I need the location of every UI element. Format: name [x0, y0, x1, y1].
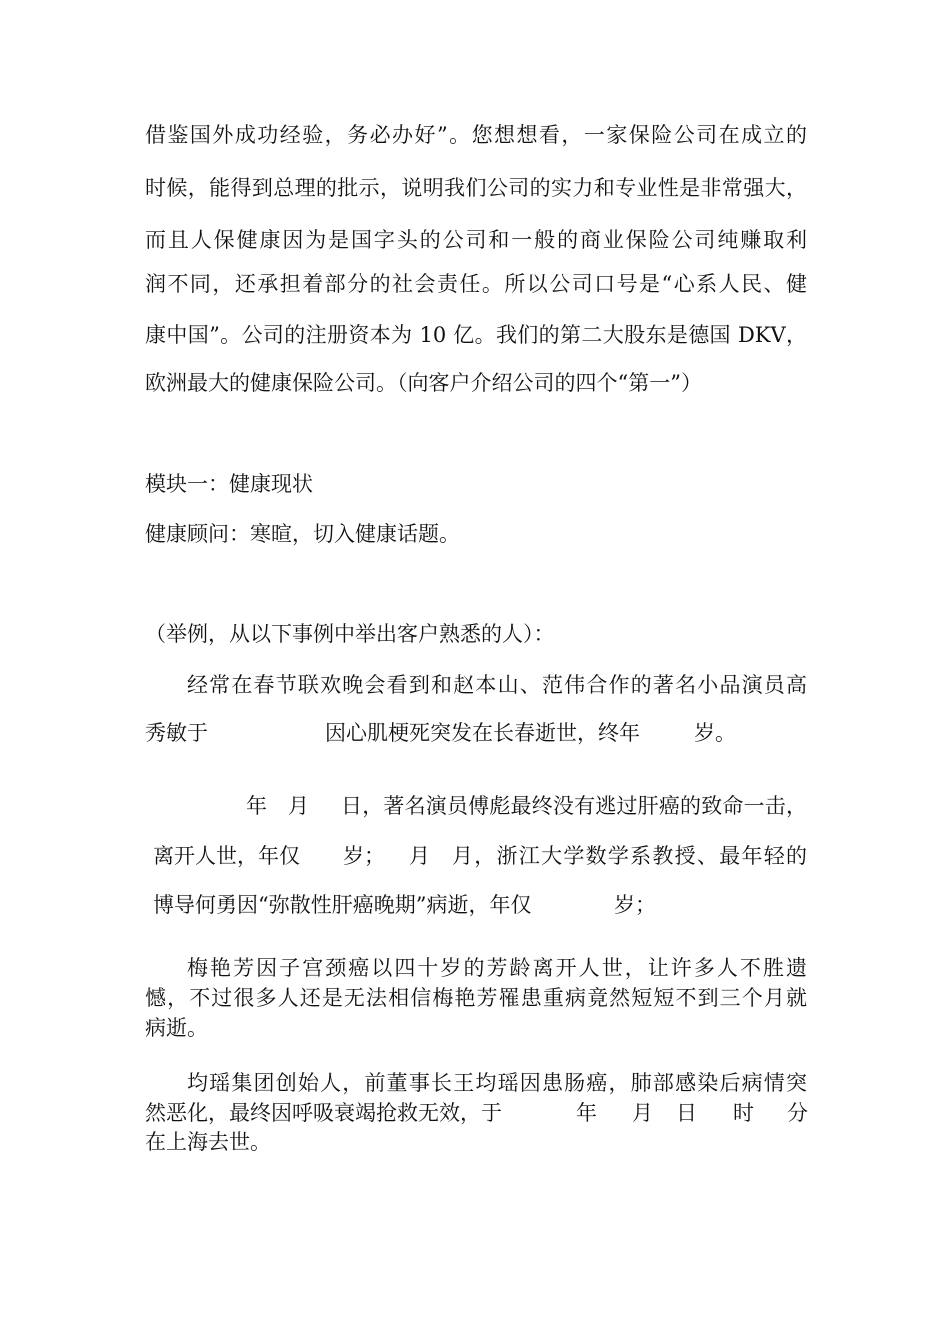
wang-line-1: 均瑶集团创始人，前董事长王均瑶因患肠癌，肺部感染后病情突	[187, 1071, 807, 1095]
gao-line-1: 经常在春节联欢晚会看到和赵本山、范伟合作的著名小品演员高	[187, 673, 807, 697]
wang-shi: 时	[733, 1101, 754, 1125]
mei-line-2: 憾，不过很多人还是无法相信梅艳芳罹患重病竟然短短不到三个月就	[145, 986, 807, 1010]
fu-line-2c: 月	[409, 844, 430, 868]
wang-nian: 年	[576, 1101, 597, 1125]
mei-line-3: 病逝。	[145, 1016, 208, 1040]
advisor-line: 健康顾问：寒暄，切入健康话题。	[145, 522, 460, 546]
wang-line-3: 在上海去世。	[145, 1130, 271, 1154]
gao-line-2c: 岁。	[694, 721, 736, 745]
wang-yue: 月	[632, 1101, 653, 1125]
wang-line-2a: 然恶化，最终因呼吸衰竭抢救无效，于	[145, 1101, 502, 1125]
intro-line-6: 欧洲最大的健康保险公司。（向客户介绍公司的四个“第一”）	[145, 371, 702, 395]
mei-line-1: 梅艳芳因子宫颈癌以四十岁的芳龄离开人世，让许多人不胜遗	[187, 956, 807, 980]
intro-line-5: 康中国”。公司的注册资本为 10 亿。我们的第二大股东是德国 DKV，	[145, 323, 808, 347]
intro-line-3: 而且人保健康因为是国字头的公司和一般的商业保险公司纯赚取利	[145, 228, 807, 252]
fu-line-1: 日，著名演员傅彪最终没有逃过肝癌的致命一击，	[341, 794, 807, 818]
examples-intro: （举例，从以下事例中举出客户熟悉的人）：	[145, 622, 555, 646]
fu-line-2a: 离开人世，年仅	[153, 844, 300, 868]
intro-line-4: 润不同，还承担着部分的社会责任。所以公司口号是“心系人民、健	[145, 272, 807, 296]
intro-line-2: 时候，能得到总理的批示，说明我们公司的实力和专业性是非常强大，	[145, 176, 807, 200]
gao-line-2a: 秀敏于	[145, 721, 208, 745]
fu-nian: 年	[246, 794, 267, 818]
intro-line-1: 借鉴国外成功经验，务必办好”。您想想看，一家保险公司在成立的	[145, 123, 807, 147]
fu-line-2b: 岁；	[343, 844, 385, 868]
wang-ri: 日	[676, 1101, 697, 1125]
fu-yue: 月	[288, 794, 309, 818]
fu-line-3a: 博导何勇因“弥散性肝癌晚期”病逝，年仅	[153, 893, 532, 917]
wang-fen: 分	[787, 1101, 808, 1125]
fu-line-3b: 岁；	[614, 893, 656, 917]
module-title: 模块一：健康现状	[145, 472, 313, 496]
gao-line-2b: 因心肌梗死突发在长春逝世，终年	[325, 721, 640, 745]
fu-line-2d: 月，浙江大学数学系教授、最年轻的	[452, 844, 807, 868]
